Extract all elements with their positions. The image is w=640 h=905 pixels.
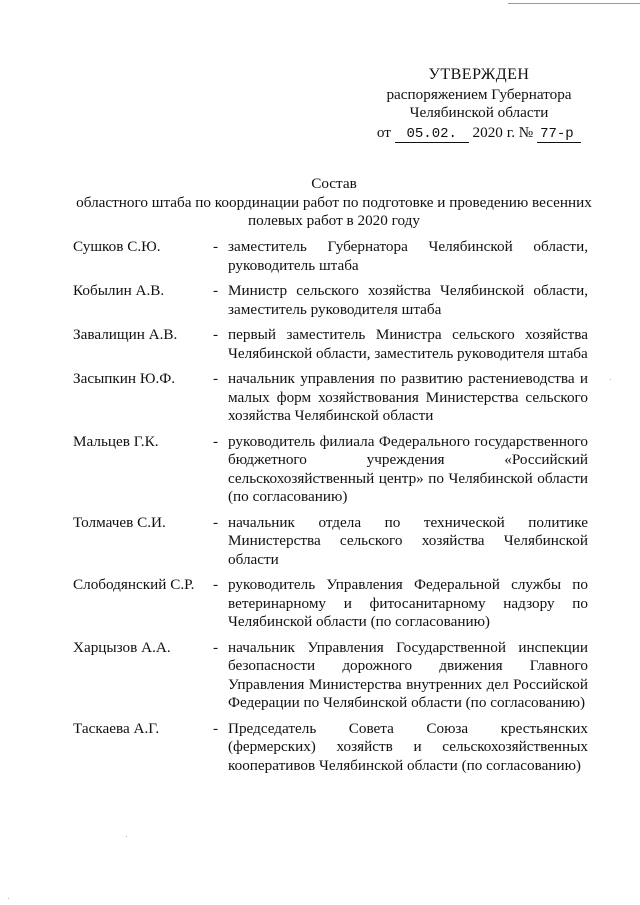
- member-role: начальник управления по развитию растениеводства и малых форм хозяйствования Министерства сельского хозяйства Челябинской области: [228, 370, 588, 424]
- member-name: Таскаева А.Г.: [73, 719, 160, 737]
- approval-line-1: распоряжением Губернатора: [386, 85, 572, 103]
- members-list: [73, 238, 588, 782]
- member-role: руководитель Управления Федеральной службы по ветеринарному и фитосанитарному надзору по Челябинской области (по согласованию): [228, 576, 588, 630]
- document-heading: [60, 175, 608, 231]
- approval-line-2: Челябинской области: [409, 104, 549, 121]
- member-role: заместитель Губернатора Челябинской области, руководитель штаба: [228, 238, 588, 274]
- scan-speck: [8, 898, 9, 899]
- order-number: 77-р: [537, 127, 581, 143]
- member-name: Завалищин А.В.: [73, 326, 178, 343]
- member-row: [73, 282, 588, 319]
- member-name: Мальцев Г.К.: [73, 432, 159, 450]
- member-role: первый заместитель Министра сельского хозяйства Челябинской области, заместитель руководителя штаба: [228, 326, 588, 362]
- member-name: Харцызов А.А.: [73, 638, 171, 656]
- date-prefix: от: [376, 123, 391, 141]
- member-dash: -: [213, 238, 219, 255]
- member-name: Слободянский С.Р.: [73, 576, 195, 593]
- member-row: [73, 514, 588, 570]
- approval-stamp: [350, 66, 608, 143]
- member-role: руководитель филиала Федерального государственного бюджетного учреждения «Российский сельскохозяйственный центр» по Челябинской области (по согласованию): [228, 432, 588, 505]
- member-dash: -: [213, 719, 219, 737]
- scan-speck: [610, 379, 611, 380]
- member-dash: -: [213, 576, 219, 593]
- member-dash: -: [213, 432, 219, 450]
- year-text: 2020 г. №: [472, 123, 534, 141]
- member-row: [73, 720, 588, 776]
- approval-date-line: [350, 124, 608, 143]
- approval-title: УТВЕРЖДЕН: [428, 66, 530, 83]
- member-dash: -: [213, 282, 219, 299]
- member-row: [73, 370, 588, 426]
- member-role: начальник отдела по технической политике Министерства сельского хозяйства Челябинской области: [228, 513, 588, 568]
- member-row: [73, 639, 588, 713]
- scan-speck: [126, 836, 127, 837]
- member-dash: -: [213, 370, 219, 387]
- member-role: начальник Управления Государственной инспекции безопасности дорожного движения Главного Управления Министерства внутренних дел Российской Федерации по Челябинской области (по согласованию): [228, 638, 588, 711]
- heading-title: Состав: [311, 175, 357, 192]
- date-value: 05.02.: [395, 127, 469, 143]
- member-row: [73, 433, 588, 507]
- member-role: Министр сельского хозяйства Челябинской области, заместитель руководителя штаба: [228, 282, 588, 318]
- heading-subtitle: областного штаба по координации работ по подготовке и проведению весенних полевых работ в 2020 году: [76, 193, 592, 229]
- member-name: Кобылин А.В.: [73, 282, 165, 299]
- member-dash: -: [213, 513, 219, 531]
- member-row: [73, 326, 588, 363]
- member-name: Засыпкин Ю.Ф.: [73, 370, 176, 387]
- member-name: Сушков С.Ю.: [73, 238, 161, 255]
- member-role: Председатель Совета Союза крестьянских (фермерских) хозяйств и сельскохозяйственных кооперативов Челябинской области (по согласованию): [228, 719, 588, 774]
- member-dash: -: [213, 326, 219, 343]
- member-row: [73, 576, 588, 632]
- member-row: [73, 238, 588, 275]
- member-name: Толмачев С.И.: [73, 513, 166, 531]
- scan-edge-line: [508, 3, 640, 4]
- member-dash: -: [213, 638, 219, 656]
